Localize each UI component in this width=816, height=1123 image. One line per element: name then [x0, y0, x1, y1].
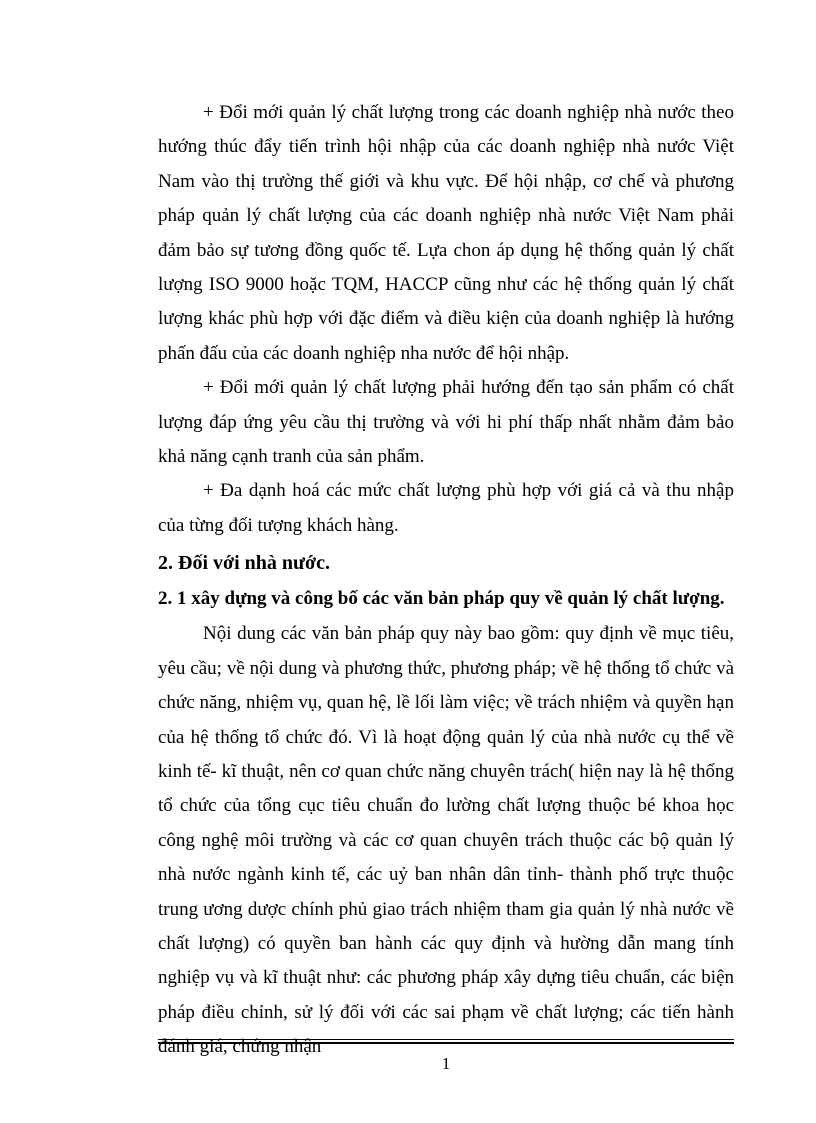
paragraph-diversification: + Đa dạnh hoá các mức chất lượng phù hợp với giá cả và thu nhập của từng đối tượng khách hàng.: [158, 480, 734, 536]
paragraph-legal-documents: Nội dung các văn bản pháp quy này bao gồm: quy định về mục tiêu, yêu cầu; về nội dung và phương thức, phương pháp; về hệ thống tổ chức và chức năng, nhiệm vụ, quan hệ, lề lối làm việc; về trách nhiệm và quyền hạn của hệ thống tổ chức đó. Vì là hoạt động quản lý của nhà nước cụ thể về kinh tế- kĩ thuật, nên cơ quan chức năng chuyên trách( hiện nay là hệ thống tổ chức của tổng cục tiêu chuẩn đo lường chất lượng thuộc bé khoa học công nghệ môi trường và các cơ quan chuyên trách thuộc các bộ quản lý nhà nước ngành kinh tế, các uỷ ban nhân dân tỉnh- thành phố trực thuộc trung ương dược chính phủ giao trách nhiệm tham gia quản lý nhà nước về chất lượng) có quyền ban hành các quy định và hường dẫn mang tính nghiệp vụ và kĩ thuật như: các phương pháp xây dựng tiêu chuẩn, các biện pháp điều chỉnh, sử lý đối với các sai phạm về chất lượng; các tiến hành đánh giá, chứng nhận: [158, 623, 734, 1058]
section-heading: 2. Đối với nhà nước.: [158, 552, 330, 575]
page-number: 1: [441, 1054, 451, 1073]
paragraph-quality-integration: + Đổi mới quản lý chất lượng trong các doanh nghiệp nhà nước theo hướng thúc đẩy tiến trình hội nhập của các doanh nghiệp nhà nước Việt Nam vào thị trường thế giới và khu vực. Để hội nhập, cơ chế và phương pháp quản lý chất lượng của các doanh nghiệp nhà nước Việt Nam phải đảm bảo sự tương đồng quốc tế. Lựa chon áp dụng hệ thống quản lý chất lượng ISO 9000 hoặc TQM, HACCP cũng như các hệ thống quản lý chất lượng khác phù hợp với đặc điểm và điều kiện của doanh nghiệp là hướng phấn đấu của các doanh nghiệp nha nước để hội nhập.: [158, 102, 734, 364]
subsection-heading: 2. 1 xây dựng và công bố các văn bản pháp quy về quản lý chất lượng.: [158, 588, 725, 610]
document-body: [158, 96, 734, 1065]
paragraph-competitiveness: + Đổi mới quản lý chất lượng phải hướng đến tạo sản phẩm có chất lượng đáp ứng yêu cầu thị trường và với hi phí thấp nhất nhằm đảm bảo khả năng cạnh tranh của sản phẩm.: [158, 377, 734, 468]
footer-divider: [158, 1039, 734, 1044]
